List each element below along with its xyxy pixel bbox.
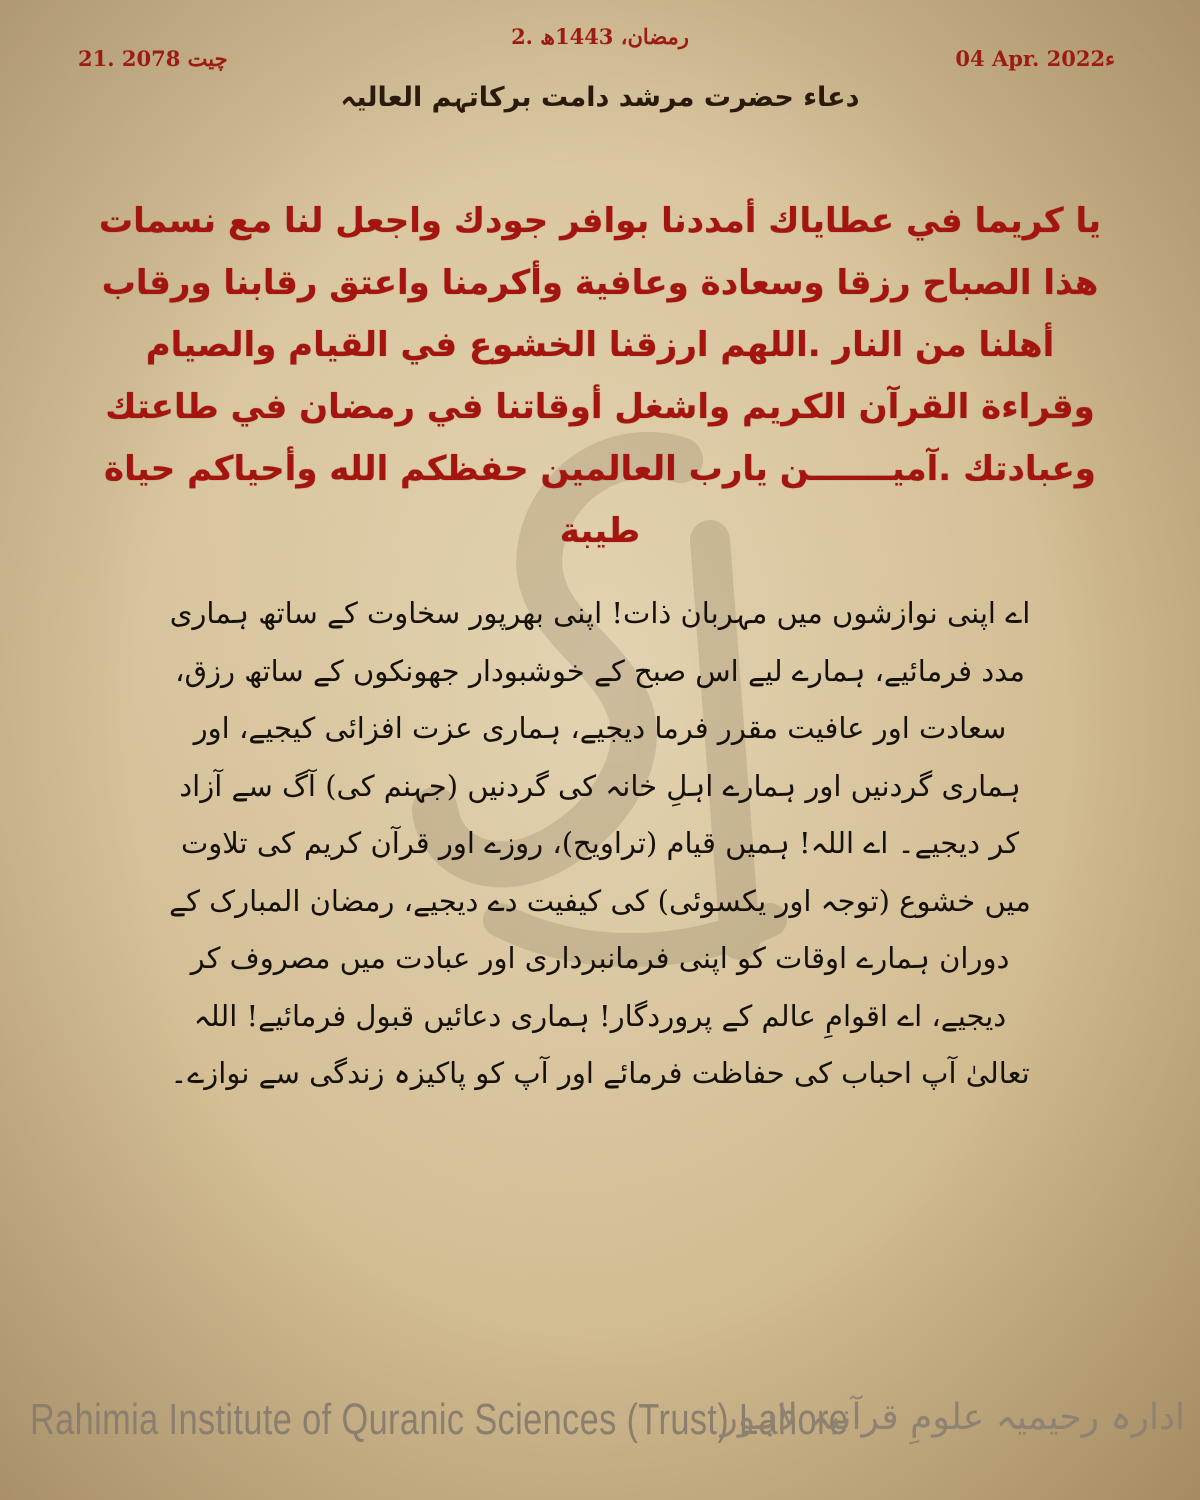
arabic-prayer: يا كريما في عطاياك أمددنا بوافر جودك واجعل لنا مع نسمات هذا الصباح رزقا وسعادة وعافية وأكرمنا واعتق رقابنا ورقاب أهلنا من النار .اللهم ارزقنا الخشوع في القيام والصيام وقراءة القرآن الكريم واشغل أوقاتنا في رمضان في طاعتك وعبادتك .آميـــــــن يارب العالمين حفظكم الله وأحياكم حياة طيبة — [98, 201, 1102, 551]
gregorian-date: 04 Apr. 2022ء — [955, 46, 1115, 71]
institute-name: Rahimia Institute of Quranic Sciences (Trust) Lahore — [30, 1395, 849, 1444]
page-title: دعاء حضرت مرشد دامت برکاتہم العالیہ — [340, 82, 860, 113]
institute-logo: ادارہ رحیمیہ علومِ قرآنیہ لاہور — [720, 1397, 1185, 1438]
footer — [0, 1395, 1200, 1465]
nepali-date: 21. چیت 2078 — [78, 46, 228, 71]
urdu-translation: اے اپنی نوازشوں میں مہربان ذات! اپنی بھرپور سخاوت کے ساتھ ہماری مدد فرمائیے، ہمارے لیے اس صبح کے خوشبودار جھونکوں کے ساتھ رزق، سعادت اور عافیت مقرر فرما دیجیے، ہماری عزت افزائی کیجیے، اور ہماری گردنیں اور ہمارے اہلِ خانہ کی گردنیں (جہنم کی) آگ سے آزاد کر دیجیے۔ اے اللہ! ہمیں قیام (تراویح)، روزے اور قرآن کریم کی تلاوت میں خشوع (توجہ اور یکسوئی) کی کیفیت دے دیجیے، رمضان المبارک کے دوران ہمارے اوقات کو اپنی فرمانبرداری اور عبادت میں مصروف کر دیجیے، اے اقوامِ عالم کے پروردگار! ہماری دعائیں قبول فرمائیے! اللہ تعالیٰ آپ احباب کی حفاظت فرمائے اور آپ کو پاکیزہ زندگی سے نوازے۔ — [169, 596, 1031, 1090]
hijri-date: 2. رمضان، 1443ھ — [511, 24, 689, 49]
